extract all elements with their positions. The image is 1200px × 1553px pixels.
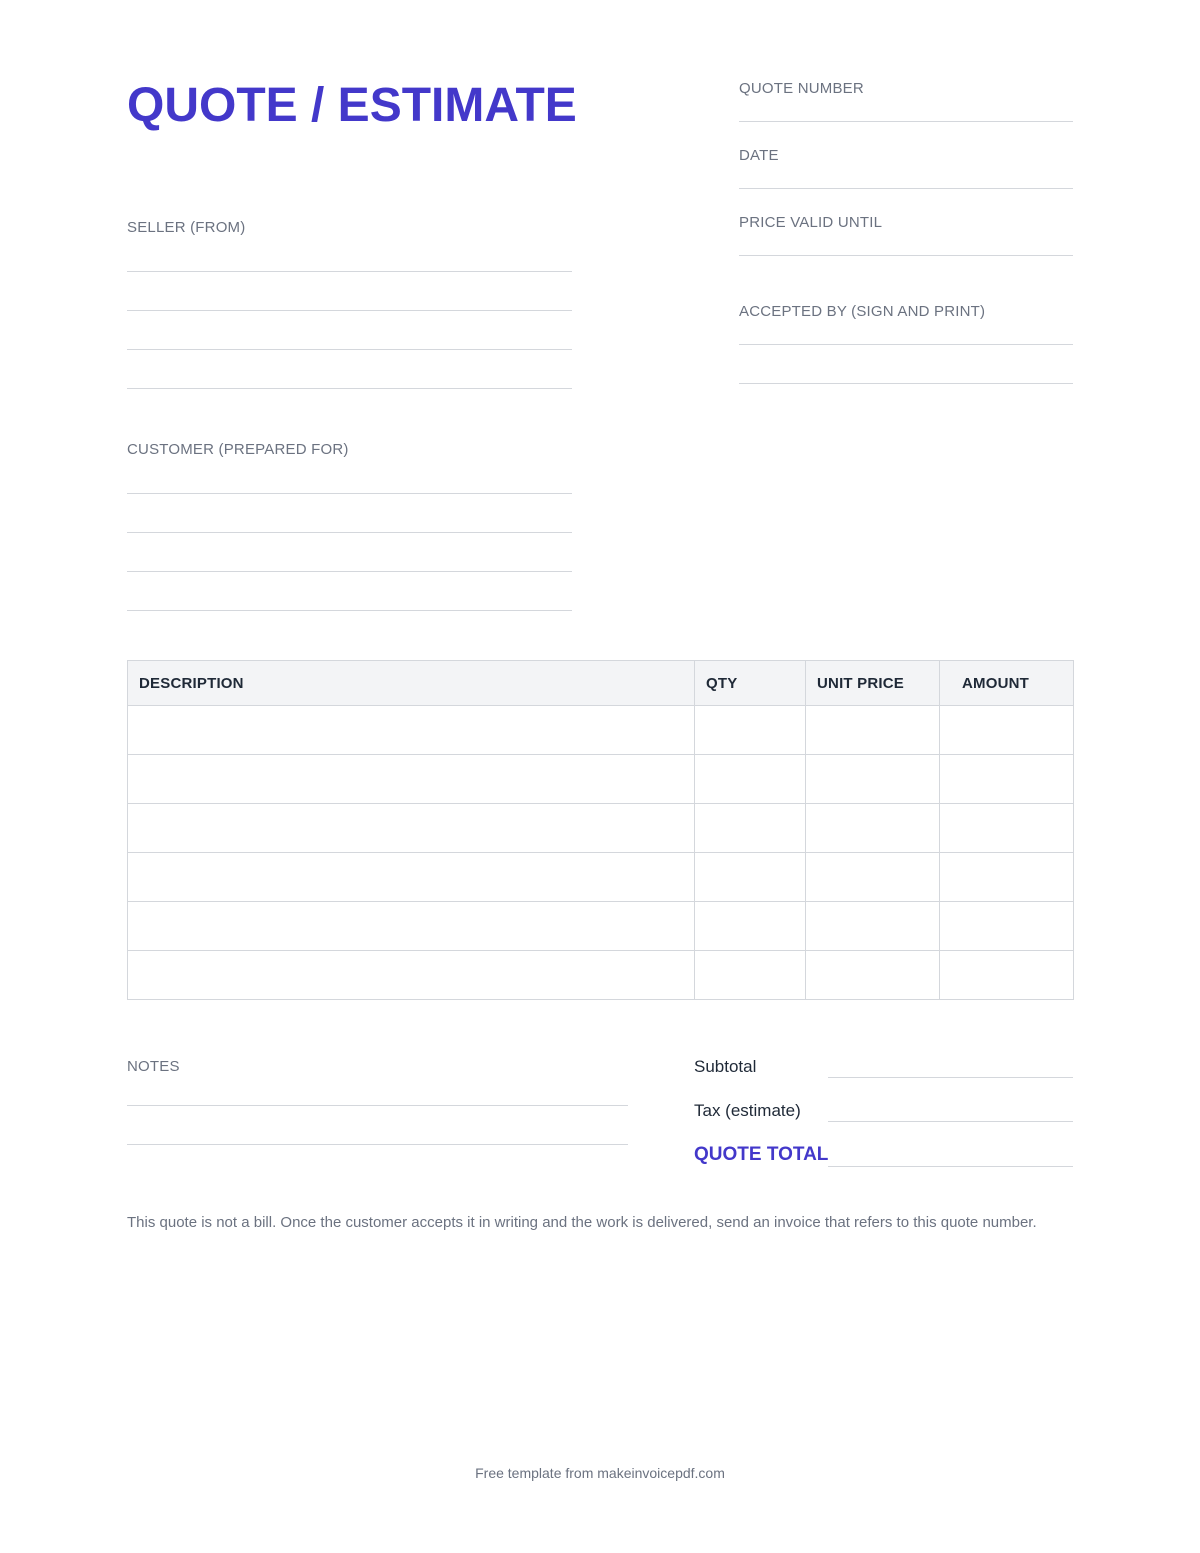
column-header-description: DESCRIPTION (128, 661, 695, 706)
description-cell[interactable] (128, 706, 695, 755)
notes-line[interactable] (127, 1105, 628, 1106)
table-row (128, 804, 1074, 853)
unit-price-cell[interactable] (806, 853, 940, 902)
amount-cell[interactable] (940, 804, 1074, 853)
page-title: QUOTE / ESTIMATE (127, 79, 577, 132)
amount-cell[interactable] (940, 951, 1074, 1000)
table-row (128, 853, 1074, 902)
seller-line[interactable] (127, 388, 572, 389)
description-cell[interactable] (128, 951, 695, 1000)
seller-line[interactable] (127, 271, 572, 272)
quote-total-label: QUOTE TOTAL (694, 1144, 829, 1165)
unit-price-cell[interactable] (806, 804, 940, 853)
quote-total-line[interactable] (828, 1166, 1073, 1167)
customer-line[interactable] (127, 493, 572, 494)
tax-label: Tax (estimate) (694, 1101, 801, 1120)
description-cell[interactable] (128, 902, 695, 951)
tax-line[interactable] (828, 1121, 1073, 1122)
date-line[interactable] (739, 188, 1073, 189)
amount-cell[interactable] (940, 853, 1074, 902)
column-header-amount: AMOUNT (940, 661, 1074, 706)
line-items-table (127, 660, 1074, 1000)
qty-cell[interactable] (695, 755, 806, 804)
qty-cell[interactable] (695, 951, 806, 1000)
subtotal-line[interactable] (828, 1077, 1073, 1078)
table-row (128, 951, 1074, 1000)
unit-price-cell[interactable] (806, 902, 940, 951)
valid-until-line[interactable] (739, 255, 1073, 256)
unit-price-cell[interactable] (806, 706, 940, 755)
qty-cell[interactable] (695, 804, 806, 853)
disclaimer-text: This quote is not a bill. Once the customer accepts it in writing and the work is delivered, send an invoice that refers to this quote number. (127, 1214, 1037, 1231)
customer-line[interactable] (127, 532, 572, 533)
column-header-unit-price: UNIT PRICE (806, 661, 940, 706)
printed-name-line[interactable] (739, 383, 1073, 384)
quote-number-label: QUOTE NUMBER (739, 80, 864, 97)
amount-cell[interactable] (940, 706, 1074, 755)
unit-price-cell[interactable] (806, 951, 940, 1000)
description-cell[interactable] (128, 804, 695, 853)
quote-number-line[interactable] (739, 121, 1073, 122)
seller-label: SELLER (FROM) (127, 219, 246, 236)
accepted-by-label: ACCEPTED BY (SIGN AND PRINT) (739, 303, 986, 320)
description-cell[interactable] (128, 755, 695, 804)
unit-price-cell[interactable] (806, 755, 940, 804)
date-label: DATE (739, 147, 779, 164)
description-cell[interactable] (128, 853, 695, 902)
amount-cell[interactable] (940, 902, 1074, 951)
notes-label: NOTES (127, 1058, 180, 1075)
column-header-qty: QTY (695, 661, 806, 706)
notes-line[interactable] (127, 1144, 628, 1145)
footer-credit: Free template from makeinvoicepdf.com (475, 1465, 725, 1481)
seller-line[interactable] (127, 349, 572, 350)
subtotal-label: Subtotal (694, 1057, 757, 1076)
seller-line[interactable] (127, 310, 572, 311)
amount-cell[interactable] (940, 755, 1074, 804)
table-row (128, 902, 1074, 951)
signature-line[interactable] (739, 344, 1073, 345)
qty-cell[interactable] (695, 706, 806, 755)
valid-until-label: PRICE VALID UNTIL (739, 214, 883, 231)
qty-cell[interactable] (695, 853, 806, 902)
table-header-row (128, 661, 1074, 706)
table-row (128, 706, 1074, 755)
qty-cell[interactable] (695, 902, 806, 951)
customer-line[interactable] (127, 571, 572, 572)
customer-label: CUSTOMER (PREPARED FOR) (127, 441, 349, 458)
table-row (128, 755, 1074, 804)
customer-line[interactable] (127, 610, 572, 611)
